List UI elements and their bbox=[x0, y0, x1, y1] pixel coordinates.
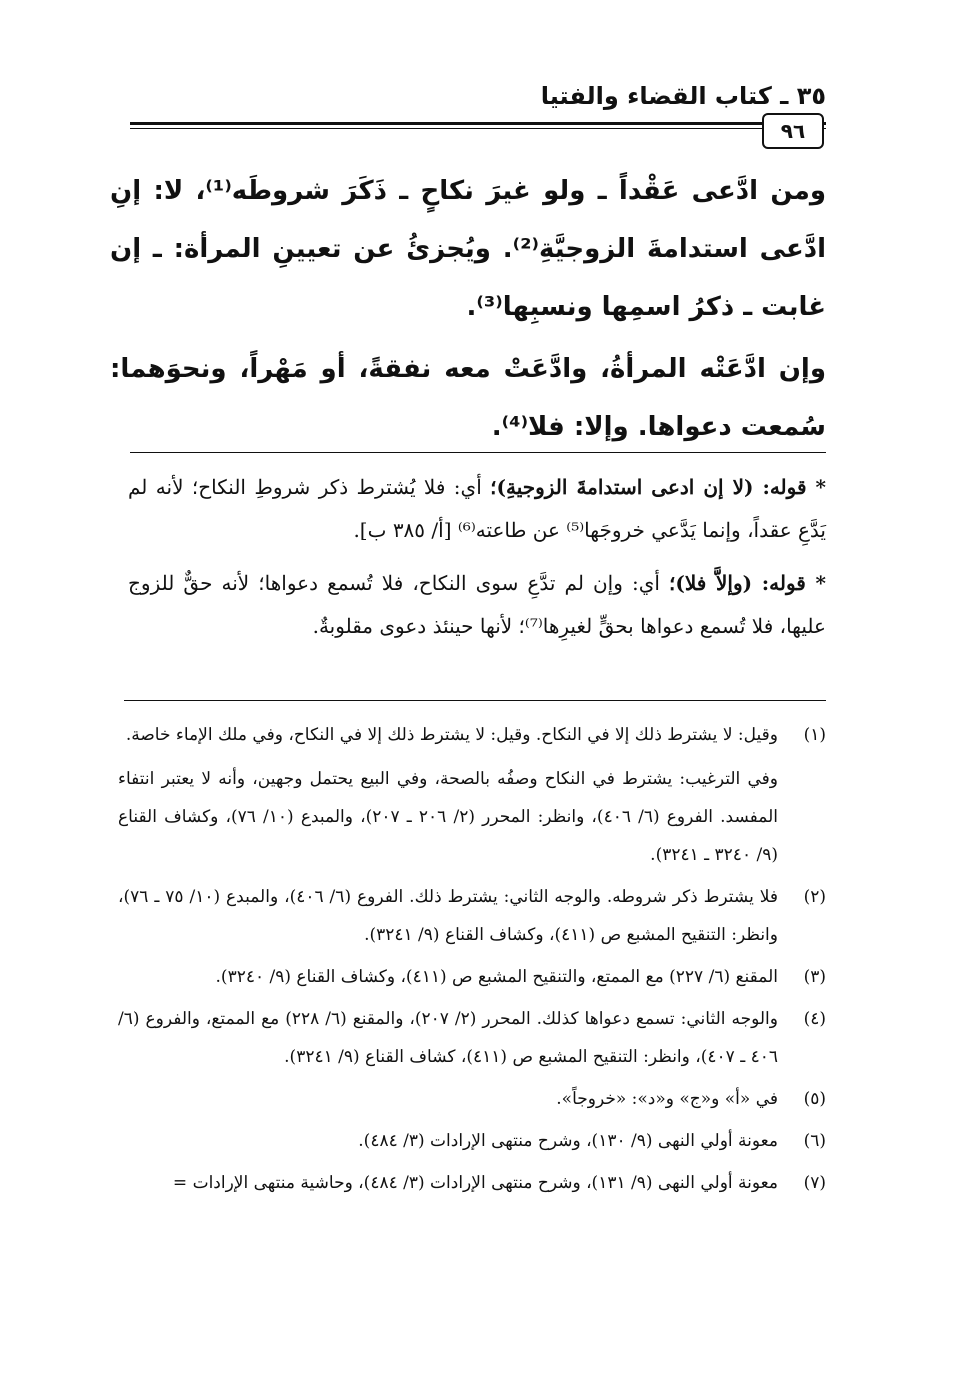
matn-paragraph: ومن ادَّعى عَقْداً ـ ولو غيرَ نكاحٍ ـ ذَكَرَ شروطَه⁽¹⁾، لا: إنِ ادَّعى استدامةَ الزوجيَّةِ⁽²⁾. ويُجزئُ عن تعيينِ المرأة: ـ إن غابت ـ ذكرُ اسمِها ونسبِها⁽³⁾. bbox=[110, 176, 826, 322]
footnote bbox=[118, 878, 826, 954]
matn-text bbox=[110, 162, 826, 460]
footnote bbox=[118, 716, 826, 874]
footnote-number: (٧) bbox=[803, 1173, 826, 1193]
footnote-body bbox=[118, 1000, 778, 1076]
footnote bbox=[118, 1000, 826, 1076]
footnote-text: والوجه الثاني: تسمع دعواها كذلك. المحرر (٢/ ٢٠٧)، والمقنع (٦/ ٢٢٨) مع الممتع، والفروع (٦/ ٤٠٦ ـ ٤٠٧)، وانظر: التنقيح المشبع ص (٤١١)، كشاف القناع (٩/ ٣٢٤١). bbox=[118, 1009, 778, 1067]
footnote-body bbox=[118, 878, 778, 954]
footnotes bbox=[118, 716, 826, 1206]
matn-divider bbox=[130, 452, 826, 453]
footnote-text: وفي الترغيب: يشترط في النكاح وصفُه بالصحة، وفي البيع يحتمل وجهين، وأنه لا يعتبر انتفاء المفسد. الفروع (٦/ ٤٠٦)، وانظر: المحرر (٢/ ٢٠٦ ـ ٢٠٧)، والمبدع (١٠/ ٧٦)، وكشاف القناع (٩/ ٣٢٤٠ ـ ٣٢٤١). bbox=[118, 769, 778, 865]
footnote-text: معونة أولي النهى (٩/ ١٣٠)، وشرح منتهى الإرادات (٣/ ٤٨٤). bbox=[358, 1131, 778, 1151]
footnote-divider bbox=[124, 700, 826, 701]
footnote bbox=[118, 1080, 826, 1118]
footnote-body bbox=[118, 716, 778, 874]
footnote-number: (١) bbox=[803, 725, 826, 745]
header-rule-thick bbox=[130, 122, 826, 125]
footnote-text: وقيل: لا يشترط ذلك إلا في النكاح. وقيل: لا يشترط ذلك إلا في النكاح، وفي ملك الإماء خاصة. bbox=[125, 725, 778, 745]
footnote-text: فلا يشترط ذكر شروطه. والوجه الثاني: يشترط ذلك. الفروع (٦/ ٤٠٦)، والمبدع (١٠/ ٧٥ ـ ٧٦)، وانظر: التنقيح المشبع ص (٤١١)، وكشاف القناع (٩/ ٣٢٤١). bbox=[118, 887, 779, 945]
footnote-body bbox=[118, 958, 778, 996]
matn-paragraph: وإن ادَّعَتْه المرأةُ، وادَّعَتْ معه نفقةً، أو مَهْراً، ونحوَهما: سُمعت دعواها. وإلا: فلا⁽⁴⁾. bbox=[110, 354, 826, 442]
footnote-text: في «أ» و«ج» و«د»: «خروجاً». bbox=[556, 1089, 778, 1109]
footnote-number: (٥) bbox=[803, 1089, 826, 1109]
footnote-number: (٢) bbox=[803, 887, 826, 907]
footnote-number: (٤) bbox=[803, 1009, 826, 1029]
footnote bbox=[118, 958, 826, 996]
footnote-text: المقنع (٦/ ٢٢٧) مع الممتع، والتنقيح المشبع ص (٤١١)، وكشاف القناع (٩/ ٣٢٤٠). bbox=[215, 967, 778, 987]
footnote-number: (٣) bbox=[803, 967, 826, 987]
footnote-body bbox=[118, 1122, 778, 1160]
footnote-text: معونة أولي النهى (٩/ ١٣١)، وشرح منتهى الإرادات (٣/ ٤٨٤)، وحاشية منتهى الإرادات = bbox=[172, 1173, 778, 1193]
commentary-text: أي: فلا يُشترط ذكر شروطِ النكاح؛ لأنه لم يَدَّعِ عقداً، وإنما يَدَّعي خروجَها⁽⁵⁾ عن طاعته⁽⁶⁾ [أ/ ٣٨٥ ب]. bbox=[128, 475, 826, 542]
commentary-lead: * قوله: (لا إن ادعى استدامةَ الزوجيةِ)؛ bbox=[490, 475, 826, 499]
footnote-body bbox=[118, 1164, 778, 1202]
commentary-text: أي: وإن لم تدَّعِ سوى النكاح، فلا تُسمع دعواها؛ لأنه حقٌّ للزوج عليها، فلا تُسمع دعواها بحقٍّ لغيرِها⁽⁷⁾؛ لأنها حينئذ دعوى مقلوبةٌ. bbox=[128, 571, 826, 638]
commentary-paragraph bbox=[128, 562, 826, 648]
commentary bbox=[128, 466, 826, 658]
page-number: ٩٦ bbox=[780, 119, 806, 143]
header-rule-thin bbox=[130, 128, 826, 129]
running-head: ٣٥ ـ كتاب القضاء والفتيا bbox=[540, 82, 826, 110]
commentary-paragraph bbox=[128, 466, 826, 552]
footnote-body bbox=[118, 1080, 778, 1118]
commentary-lead: * قوله: (وإلاَّ فلا)؛ bbox=[669, 571, 826, 595]
page-number-box bbox=[762, 113, 824, 149]
footnote bbox=[118, 1122, 826, 1160]
footnote bbox=[118, 1164, 826, 1202]
footnote-number: (٦) bbox=[803, 1131, 826, 1151]
